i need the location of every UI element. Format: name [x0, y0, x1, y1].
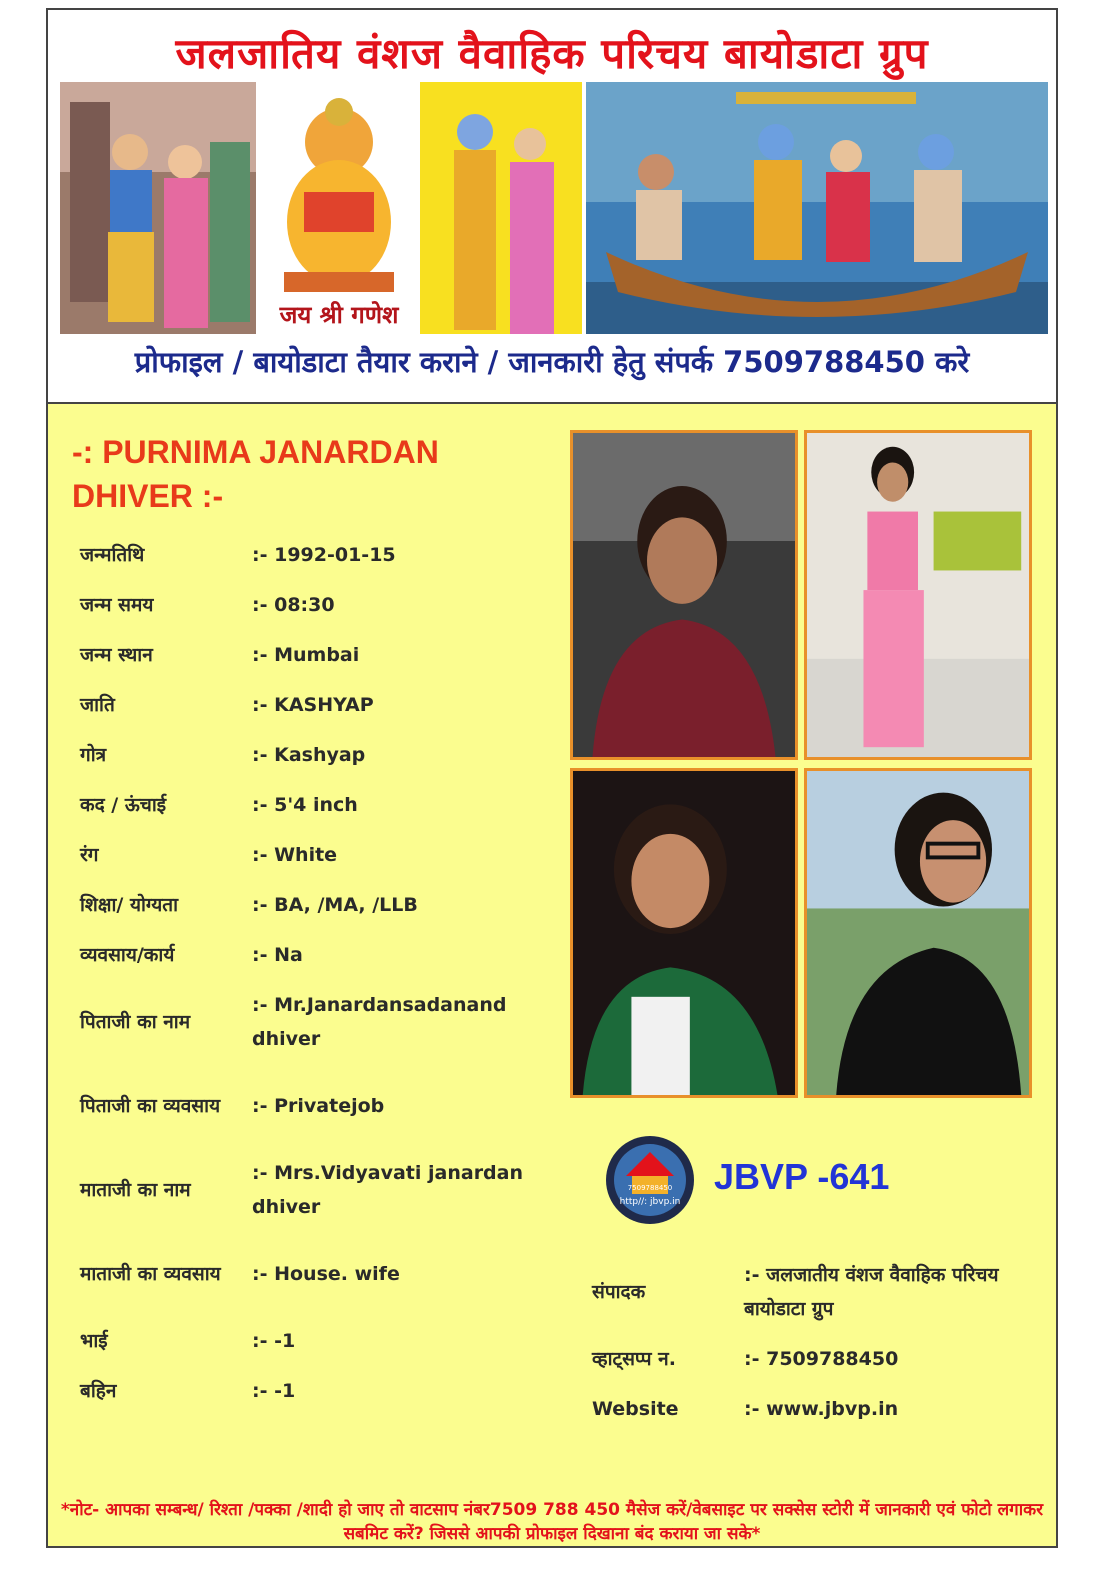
detail-row — [80, 730, 560, 780]
detail-label: जन्म स्थान — [80, 644, 153, 666]
profile-id: JBVP -641 — [714, 1156, 890, 1197]
group-title: जलजातिय वंशज वैवाहिक परिचय बायोडाटा ग्रुप — [175, 29, 929, 78]
detail-label: माताजी का व्यवसाय — [80, 1263, 221, 1285]
detail-value: :- KASHYAP — [252, 694, 374, 716]
detail-value: :- Mumbai — [252, 644, 360, 666]
editor-value: :- जलजातीय वंशज वैवाहिक परिचय बायोडाटा ग्रुप — [744, 1264, 999, 1320]
detail-row — [80, 780, 560, 830]
detail-label: गोत्र — [80, 744, 107, 766]
detail-row — [80, 930, 560, 980]
whatsapp-row — [592, 1334, 1052, 1384]
detail-label: रंग — [80, 844, 99, 866]
whatsapp-value: :- 7509788450 — [744, 1348, 899, 1370]
candidate-name: -: PURNIMA JANARDAN DHIVER :- — [72, 434, 439, 514]
detail-value: :- BA, /MA, /LLB — [252, 894, 418, 916]
detail-value: :- White — [252, 844, 338, 866]
detail-row — [80, 1148, 560, 1232]
website-link[interactable]: :- www.jbvp.in — [744, 1398, 899, 1420]
editor-label: संपादक — [592, 1281, 646, 1303]
detail-row — [80, 680, 560, 730]
detail-label: जन्म समय — [80, 594, 154, 616]
detail-label: शिक्षा/ योग्यता — [80, 894, 178, 916]
ram-sita-wedding-image — [60, 82, 256, 334]
detail-value: :- Mr.Janardansadanand dhiver — [252, 994, 507, 1050]
editor-info — [592, 1250, 1052, 1434]
detail-value: :- 1992-01-15 — [252, 544, 396, 566]
detail-label: जाति — [80, 694, 115, 716]
detail-value: :- Na — [252, 944, 303, 966]
detail-label: माताजी का नाम — [80, 1179, 191, 1201]
header-banner — [48, 10, 1056, 404]
detail-value: :- Kashyap — [252, 744, 366, 766]
detail-value: :- Privatejob — [252, 1095, 385, 1117]
editor-row — [592, 1250, 1052, 1334]
detail-value: :- -1 — [252, 1330, 296, 1352]
detail-row — [80, 630, 560, 680]
detail-value: :- Mrs.Vidyavati janardan dhiver — [252, 1162, 524, 1218]
detail-label: पिताजी का व्यवसाय — [80, 1095, 221, 1117]
boat-scene-image — [586, 82, 1048, 334]
detail-row — [80, 1064, 560, 1148]
website-label: Website — [592, 1398, 679, 1420]
ganesh-image — [264, 82, 414, 334]
detail-value: :- 5'4 inch — [252, 794, 358, 816]
detail-row — [80, 1366, 560, 1416]
detail-label: व्यवसाय/कार्य — [80, 944, 175, 966]
profile-photo-2 — [804, 430, 1032, 760]
detail-row — [80, 980, 560, 1064]
detail-row — [80, 580, 560, 630]
detail-value: :- House. wife — [252, 1263, 400, 1285]
profile-photo-4 — [804, 768, 1032, 1098]
jbvp-logo — [604, 1134, 696, 1226]
whatsapp-label: व्हाट्सप्प न. — [592, 1348, 676, 1370]
detail-row — [80, 1232, 560, 1316]
website-row — [592, 1384, 1052, 1434]
logo-number: 7509788450 — [627, 1184, 673, 1192]
contact-line: प्रोफाइल / बायोडाटा तैयार कराने / जानकारी हेतु संपर्क 7509788450 करे — [134, 345, 970, 379]
detail-row — [80, 830, 560, 880]
detail-label: जन्मतिथि — [80, 544, 145, 566]
biodata-card — [46, 8, 1058, 1548]
profile-photo-3 — [570, 768, 798, 1098]
detail-label: पिताजी का नाम — [80, 1011, 191, 1033]
detail-label: बहिन — [80, 1380, 117, 1402]
profile-photo-1 — [570, 430, 798, 760]
detail-value: :- 08:30 — [252, 594, 335, 616]
ram-sita-image — [420, 82, 582, 334]
detail-row — [80, 880, 560, 930]
detail-row — [80, 1316, 560, 1366]
logo-url: http//: jbvp.in — [619, 1197, 681, 1207]
detail-value: :- -1 — [252, 1380, 296, 1402]
deity-caption: जय श्री गणेश — [279, 301, 399, 329]
details-table — [80, 530, 560, 1416]
detail-label: कद / ऊंचाई — [80, 794, 167, 816]
footer-note: *नोट- आपका सम्बन्ध/ रिश्ता /पक्का /शादी हो जाए तो वाटसाप नंबर7509 788 450 मैसेज करें/वेबसाइट पर सक्सेस स्टोरी में जानकारी एवं फोटो लगाकर सबमिट करें? जिससे आपकी प्रोफाइल दिखाना बंद कराया जा सके* — [60, 1500, 1044, 1544]
detail-label: भाई — [80, 1330, 108, 1352]
detail-row — [80, 530, 560, 580]
